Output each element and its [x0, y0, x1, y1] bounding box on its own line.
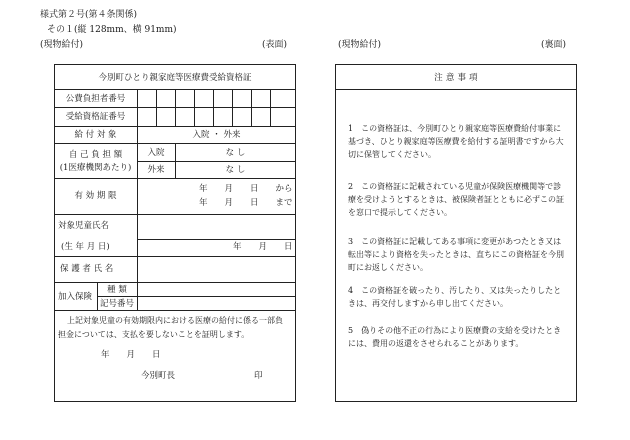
form-size: その１(縦 128mm、横 91mm) [47, 25, 177, 35]
note-item: 1 この資格証は、今別町ひとり親家庭等医療費給付事業に 基づき、ひとり親家庭等医療費を給付する証明書ですから大 切に保管してください。 [348, 124, 564, 159]
inpatient-label: 入院 [147, 148, 165, 158]
inpatient-copay-value: な し [225, 148, 246, 158]
recipient-number-label: 受給資格証番号 [65, 112, 126, 122]
seal-mark: 印 [254, 371, 263, 381]
guardian-name-label: 保 護 者 氏 名 [60, 264, 114, 274]
notes-title: 注 意 事 項 [434, 73, 478, 83]
copay-sublabel: (1医療機関あたり) [59, 163, 132, 173]
dob-value: 年 月 日 [233, 242, 293, 252]
mayor-label: 今別町長 [141, 371, 176, 381]
note-item: 2 この資格証に記載されている児童が保険医療機関等で診 療を受けようとするときは、被保険者証とともに必ずこの証 を窓口で提示してください。 [348, 182, 564, 217]
benefit-target-label: 給 付 対 象 [74, 130, 117, 140]
insurance-label: 加入保険 [58, 292, 93, 302]
note-item: 5 偽りその他不正の行為により医療費の支給を受けたとき には、費用の返還をさせられることがあります。 [348, 326, 562, 348]
outpatient-copay-value: な し [225, 165, 246, 175]
certification-line-1: 上記対象児童の有効期限内における医療の給付に係る一部負 [67, 316, 283, 325]
valid-period-label: 有 効 期 限 [74, 191, 117, 201]
copay-label: 自 己 負 担 額 [68, 150, 123, 160]
front-side-label: (表面) [262, 40, 288, 50]
front-title: 今別町ひとり親家庭等医療費受給資格証 [98, 73, 252, 83]
valid-from: 年 月 日 から [199, 184, 293, 194]
benefit-target-value: 入院 ・ 外来 [192, 130, 241, 140]
issue-date: 年 月 日 [101, 350, 161, 360]
valid-to: 年 月 日 まで [199, 198, 293, 208]
back-kind-label: (現物給付) [338, 40, 382, 50]
back-card [335, 64, 577, 402]
note-item: 4 この資格証を破ったり、汚したり、又は失ったりしたと きは、再交付しますから申し出てください。 [348, 286, 562, 308]
back-side-label: (裏面) [541, 40, 567, 50]
front-kind-label: (現物給付) [40, 40, 84, 50]
child-name-label: 対象児童氏名 [58, 221, 110, 231]
outpatient-label: 外来 [147, 165, 165, 175]
note-item: 3 この資格証に記載してある事項に変更があつたとき又は 転出等により資格を失ったときは、直ちにこの資格証を今別 町にお返しください。 [348, 237, 564, 272]
insurance-type-label: 種 類 [107, 285, 127, 295]
form-number: 様式第２号(第４条関係) [40, 10, 138, 20]
insurance-number-label: 記号番号 [99, 299, 134, 309]
dob-label: (生 年 月 日) [61, 242, 110, 252]
certification-line-2: 担金については、支払を要しないことを証明します。 [58, 330, 250, 339]
burden-number-label: 公費負担者番号 [65, 94, 126, 104]
